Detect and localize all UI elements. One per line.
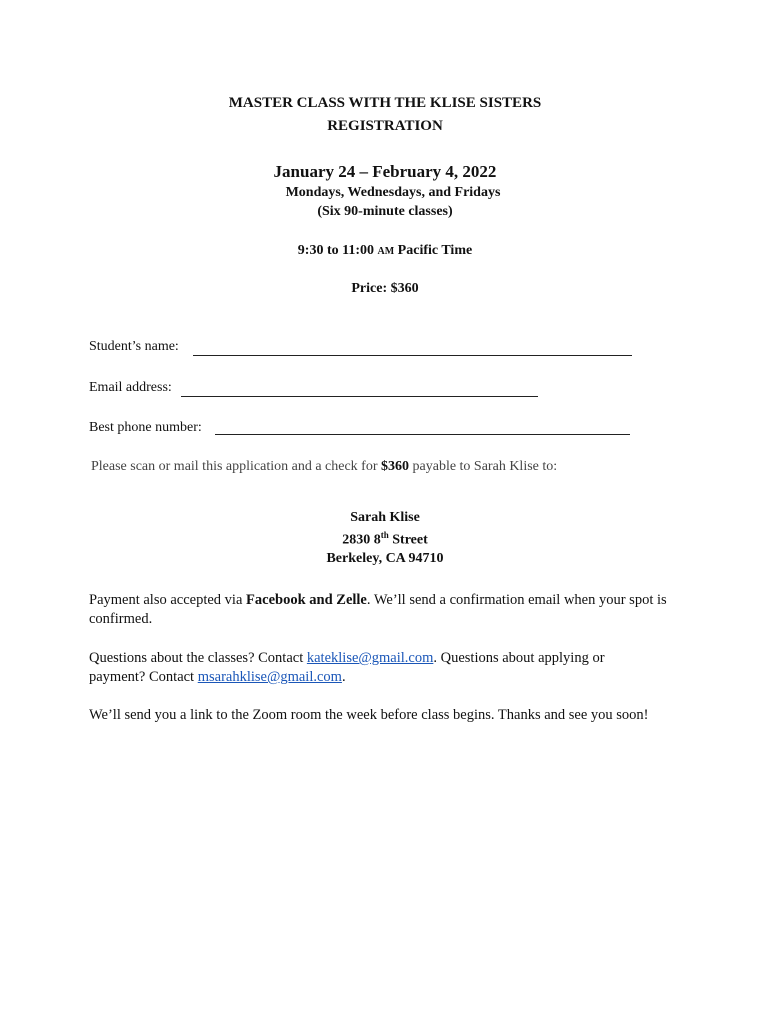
- questions-middle: . Questions about applying or payment? Contact: [89, 650, 605, 685]
- street-suffix-sup: th: [380, 530, 389, 540]
- questions-prefix: Questions about the classes? Contact: [89, 650, 307, 666]
- title-line-1: MASTER CLASS WITH THE KLISE SISTERS: [228, 95, 542, 111]
- payment-prefix: Payment also accepted via: [89, 592, 247, 608]
- class-count: (Six 90-minute classes): [317, 204, 453, 219]
- address-street: [0, 530, 770, 549]
- student-name-field[interactable]: [193, 355, 632, 356]
- questions-paragraph: [89, 649, 649, 687]
- payment-methods: Facebook and Zelle: [246, 592, 367, 608]
- sarah-email-link[interactable]: msarahklise@gmail.com: [197, 669, 342, 685]
- scan-amount: $360: [381, 459, 410, 474]
- date-range: January 24 – February 4, 2022: [273, 162, 497, 181]
- questions-suffix: .: [341, 669, 346, 685]
- time-prefix: 9:30 to 11:00: [297, 243, 378, 258]
- time-suffix: Pacific Time: [394, 243, 473, 258]
- class-days: Mondays, Wednesdays, and Fridays: [285, 185, 501, 200]
- address-name: Sarah Klise: [350, 510, 420, 525]
- address-city: Berkeley, CA 94710: [326, 551, 444, 566]
- street-name: Street: [388, 532, 428, 548]
- title-line-2: REGISTRATION: [327, 118, 443, 134]
- class-time: [0, 243, 770, 259]
- phone-label: Best phone number:: [89, 420, 202, 435]
- payment-suffix: . We’ll send a confirmation email when your spot is confirmed.: [89, 592, 667, 627]
- phone-field[interactable]: [215, 434, 630, 435]
- price: Price: $360: [351, 281, 419, 296]
- street-number: 2830 8: [342, 532, 381, 548]
- kate-email-link[interactable]: kateklise@gmail.com: [306, 650, 434, 666]
- mail-instructions: [91, 459, 557, 475]
- scan-suffix: payable to Sarah Klise to:: [409, 459, 558, 474]
- closing-text: We’ll send you a link to the Zoom room the week before class begins. Thanks and see you soon!: [89, 707, 649, 723]
- student-name-label: Student’s name:: [89, 339, 179, 354]
- scan-prefix: Please scan or mail this application and a check for: [91, 459, 382, 474]
- email-label: Email address:: [89, 380, 172, 395]
- email-field[interactable]: [181, 396, 538, 397]
- time-ampm: AM: [377, 246, 395, 257]
- payment-paragraph: [89, 591, 689, 629]
